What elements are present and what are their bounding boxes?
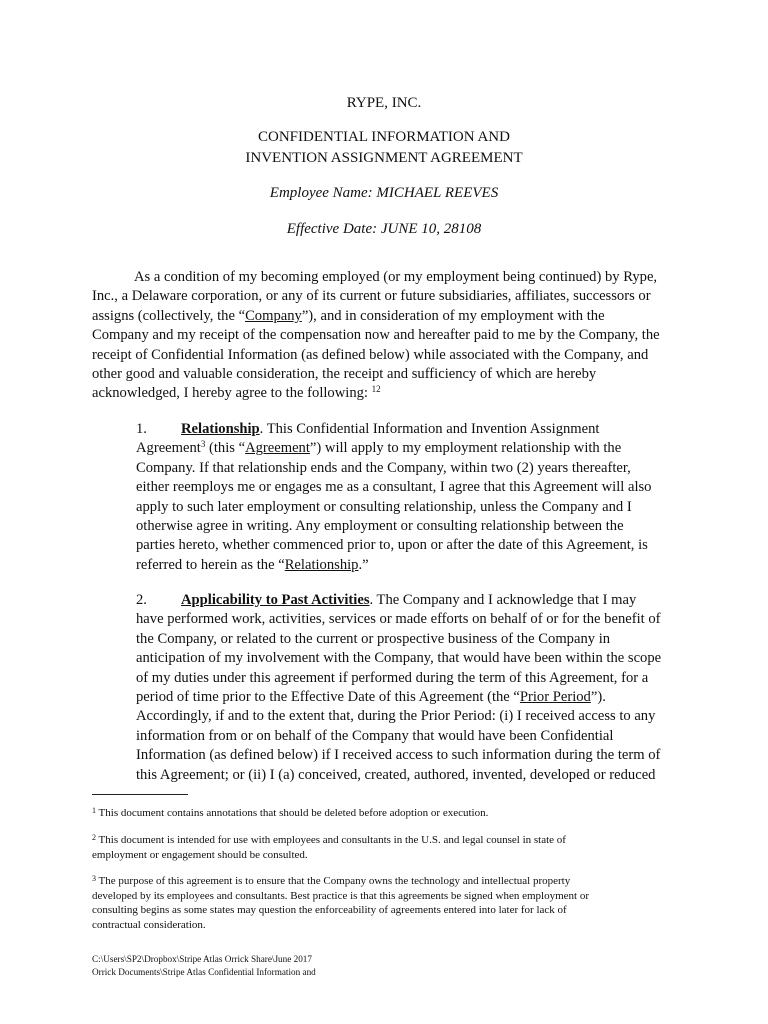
defined-term-prior-period: Prior Period	[519, 689, 591, 706]
footnote-reference[interactable]: 3	[200, 439, 206, 450]
footnote-3: $^3$ The purpose of this agreement is to ensure that the Company owns the technology and intellectual property developed by its employees and consultants. Best practice is that this agreements be signed when employment or consulting begins as some states may question the enforceability of agreements entered into later for lack of contractual consideration.	[92, 874, 590, 931]
company-name: RYPE, INC.	[346, 95, 422, 111]
employee-name: Employee Name: MICHAEL REEVES	[269, 185, 499, 201]
defined-term-company: Company	[245, 307, 302, 324]
defined-term-relationship: Relationship	[284, 556, 359, 573]
file-path-line-2: Orrick Documents\Stripe Atlas Confidential Information and	[92, 967, 316, 977]
footnote-reference[interactable]: 12	[371, 384, 381, 395]
section-2-past-activities: 2. Applicability to Past Activities. The Company and I acknowledge that I may have performed work, activities, services or made efforts on behalf of or for the benefit of the Company, or related to the current or prospective business of the Company in anticipation of my involvement with the Company, that would have been within the scope of my duties under this agreement if performed during the term of this Agreement, for a period of time prior to the Effective Date of this Agreement (the “Prior Period”). Accordingly, if and to the extent that, during the Prior Period: (i) I received access to any information from or on behalf of the Company that would have been Confidential Information (as defined below) if I received access to such information during the term of this Agreement; or (ii) I (a) conceived, created, authored, invented, developed or reduced	[136, 592, 662, 783]
intro-paragraph: As a condition of my becoming employed (or my employment being continued) by Rype, Inc., a Delaware corporation, or any of its current or future subsidiaries, affiliates, successors or assigns (collectively, the “Company”), and in consideration of my employment with the Company and my receipt of the compensation now and hereafter paid to me by the Company, the receipt of Confidential Information (as defined below) while associated with the Company, and other good and valuable consideration, the receipt and sufficiency of which are hereby acknowledged, I hereby agree to the following: $^{12}$	[92, 269, 660, 402]
section-number: 2.	[136, 592, 147, 608]
footnote-1: $^1$ This document contains annotations that should be deleted before adoption or execution.	[92, 806, 489, 819]
effective-date: Effective Date: JUNE 10, 28108	[286, 221, 482, 237]
section-heading: Relationship	[181, 421, 260, 437]
footnote-separator	[92, 794, 188, 795]
section-heading: Applicability to Past Activities	[181, 592, 370, 608]
agreement-title-line-1: CONFIDENTIAL INFORMATION AND	[258, 129, 510, 145]
section-1-relationship: 1. Relationship. This Confidential Information and Invention Assignment Agreement$^3$ (this “Agreement”) will apply to my employment relationship with the Company. If that relationship ends and the Company, within two (2) years thereafter, either reemploys me or engages me as a consultant, I agree that this Agreement will also apply to such later employment or consulting relationship, unless the Company and I otherwise agree in writing. Any employment or consulting relationship between the parties hereto, whether commenced prior to, upon or after the date of this Agreement, is referred to herein as the “Relationship.”	[136, 421, 652, 573]
section-number: 1.	[136, 421, 147, 437]
agreement-title-line-2: INVENTION ASSIGNMENT AGREEMENT	[245, 150, 523, 166]
file-path-line-1: C:\Users\SP2\Dropbox\Stripe Atlas Orrick Share\June 2017	[92, 954, 312, 964]
footnote-2: $^2$ This document is intended for use with employees and consultants in the U.S. and legal counsel in state of employment or engagement should be consulted.	[92, 833, 566, 861]
defined-term-agreement: Agreement	[245, 440, 310, 457]
